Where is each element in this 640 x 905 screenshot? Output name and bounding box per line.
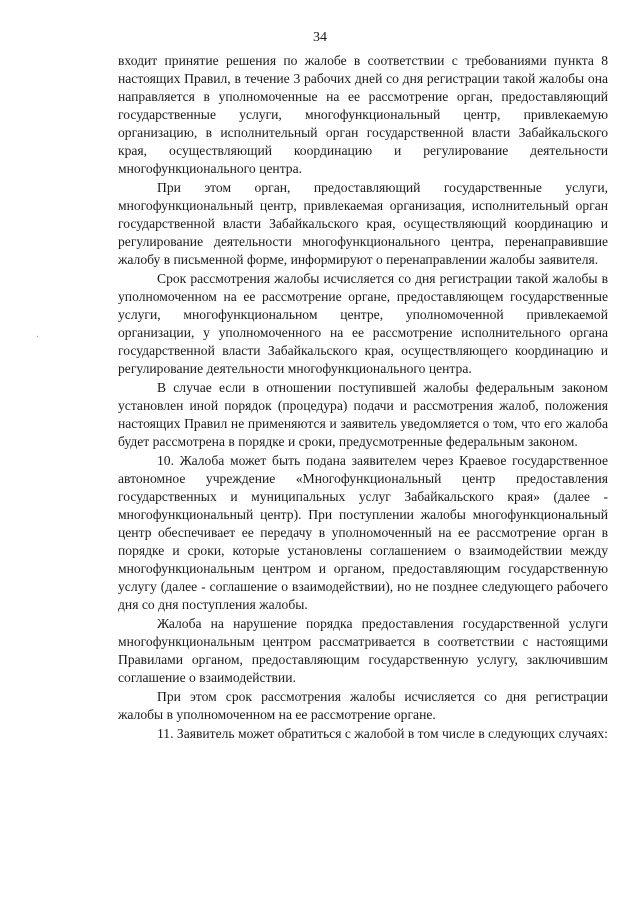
margin-dot: · xyxy=(36,332,40,343)
paragraph-item-11: 11. Заявитель может обратиться с жалобой в том числе в следующих случаях: xyxy=(157,726,608,741)
paragraph-item-10: 10. Жалоба может быть подана заявителем через Краевое государственное автономное учреждение «Многофункциональный центр предоставления государственных и муниципальных услуг Забайкальского края» (далее - многофункциональный центр). При поступлении жалобы многофункциональный центр обеспечивает ее передачу в уполномоченный на ее рассмотрение орган в порядке и сроки, которые установлены соглашением о взаимодействии между многофункциональным центром и органом, предоставляющим государственную услугу (далее - соглашение о взаимодействии), но не позднее следующего рабочего дня со дня поступления жалобы. xyxy=(118,453,608,612)
paragraph-mfc-complaint: Жалоба на нарушение порядка предоставления государственной услуги многофункциональным центром рассматривается в соответствии с настоящими Правилами органом, предоставляющим государственную услугу, заключившим соглашение о взаимодействии. xyxy=(118,616,608,685)
document-body xyxy=(118,52,608,744)
page-number: 34 xyxy=(313,30,327,45)
paragraph-redirect-info: При этом орган, предоставляющий государственные услуги, многофункциональный центр, привлекаемая организация, исполнительный орган государственной власти Забайкальского края, осуществляющий координацию и регулирование деятельности многофункционального центра, перенаправившие жалобу в письменной форме, информируют о перенаправлении жалобы заявителя. xyxy=(118,180,608,267)
paragraph-continuation: входит принятие решения по жалобе в соответствии с требованиями пункта 8 настоящих Правил, в течение 3 рабочих дней со дня регистрации такой жалобы она направляется в уполномоченные на ее рассмотрение орган, предоставляющий государственные услуги, многофункциональный центр, привлекаемую организацию, в исполнительный орган государственной власти Забайкальского края, осуществляющий координацию и регулирование деятельности многофункционального центра. xyxy=(118,53,608,176)
paragraph-federal-law: В случае если в отношении поступившей жалобы федеральным законом установлен иной порядок (процедура) подачи и рассмотрения жалоб, положения настоящих Правил не применяются и заявитель уведомляется о том, что его жалоба будет рассмотрена в порядке и сроки, предусмотренные федеральным законом. xyxy=(118,380,608,449)
paragraph-mfc-period: При этом срок рассмотрения жалобы исчисляется со дня регистрации жалобы в уполномоченном на ее рассмотрение органе. xyxy=(118,689,608,722)
paragraph-review-period: Срок рассмотрения жалобы исчисляется со дня регистрации такой жалобы в уполномоченном на ее рассмотрение органе, предоставляющем государственные услуги, многофункциональном центре, уполномоченной привлекаемой организации, у уполномоченного на ее рассмотрение исполнительного органа государственной власти Забайкальского края, осуществляющего координацию и регулирование деятельности многофункционального центра. xyxy=(118,271,608,376)
